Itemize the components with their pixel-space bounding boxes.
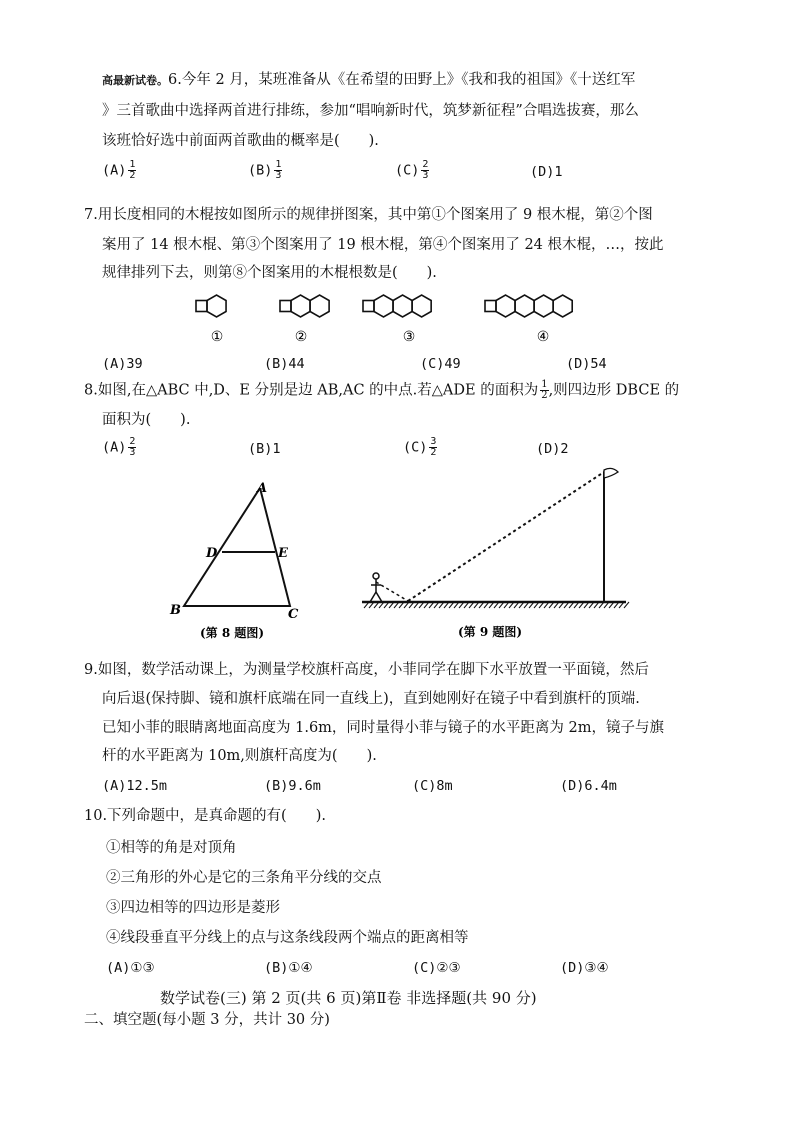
q8-option-a-label: (A) — [102, 439, 127, 456]
q7-square-2 — [280, 301, 291, 312]
q8-triangle-abc — [184, 488, 290, 606]
q6-prefix: 高最新试卷。 — [102, 74, 168, 87]
q7-line3: 规律排列下去，则第⑧个图案用的木棍根数是( ). — [102, 265, 437, 281]
q6-option-a-label: (A) — [102, 162, 127, 179]
q7-hexagon-4-2 — [515, 295, 534, 317]
q10-line1: 10.下列命题中，是真命题的有( ). — [84, 808, 326, 824]
q6-option-a-num: 1 — [129, 159, 136, 170]
q8-option-a-den: 3 — [129, 447, 136, 458]
q7-hexagon-4-4 — [553, 295, 572, 317]
q7-hexagon-4-1 — [496, 295, 515, 317]
q10-item-3: ③四边相等的四边形是菱形 — [106, 900, 280, 916]
q6-option-b[interactable] — [248, 160, 282, 181]
q8-triangle-figure — [160, 478, 310, 648]
q6-line1-text: 6.今年 2 月，某班准备从《在希望的田野上》《我和我的祖国》《十送红军 — [168, 72, 636, 88]
q8-line2: 面积为( ). — [102, 412, 191, 428]
q7-option-a[interactable]: (A)39 — [102, 356, 143, 372]
q6-line3: 该班恰好选中前面两首歌曲的概率是( ). — [102, 133, 379, 149]
q7-hexagon-2-2 — [310, 295, 329, 317]
q8-option-c-fraction — [429, 437, 437, 458]
q6-option-c-num: 2 — [422, 159, 429, 170]
q8-label-d: D — [206, 546, 218, 561]
q7-square-1 — [196, 301, 207, 312]
q9-line1: 9.如图，数学活动课上，为测量学校旗杆高度，小菲同学在脚下水平放置一平面镜，然后 — [84, 662, 649, 678]
q7-option-b[interactable]: (B)44 — [264, 356, 305, 372]
q9-line2: 向后退(保持脚、镜和旗杆底端在同一直线上)，直到她刚好在镜子中看到旗杆的顶端. — [102, 691, 640, 707]
q9-line4: 杆的水平距离为 10m,则旗杆高度为( ). — [102, 748, 377, 764]
q6-option-b-label: (B) — [248, 162, 273, 179]
q7-hexagon-4-3 — [534, 295, 553, 317]
q9-figure-caption: (第 9 题图) — [458, 625, 523, 639]
q9-option-c[interactable]: (C)8m — [412, 778, 453, 794]
q8-option-b[interactable]: (B)1 — [248, 441, 281, 457]
q10-option-b[interactable]: (B)①④ — [264, 960, 313, 976]
q8-line1 — [84, 380, 679, 401]
q8-area-den: 2 — [541, 390, 548, 401]
q9-flagpole-figure — [360, 462, 630, 648]
q9-option-a[interactable]: (A)12.5m — [102, 778, 168, 794]
q8-figure-caption: (第 8 题图) — [200, 626, 265, 640]
q8-label-c: C — [288, 607, 299, 622]
q7-figure-label-3: ③ — [402, 329, 416, 345]
q10-item-4: ④线段垂直平分线上的点与这条线段两个端点的距离相等 — [106, 930, 469, 946]
q8-option-d[interactable]: (D)2 — [536, 441, 569, 457]
q8-label-b: B — [170, 603, 181, 618]
q6-option-b-fraction — [274, 160, 282, 181]
q9-line3: 已知小菲的眼睛离地面高度为 1.6m，同时量得小菲与镜子的水平距离为 2m，镜子与旗 — [102, 720, 664, 736]
q7-option-d[interactable]: (D)54 — [566, 356, 607, 372]
page-footer: 数学试卷(三) 第 2 页(共 6 页)第Ⅱ卷 非选择题(共 90 分) — [160, 989, 537, 1007]
q7-square-3 — [363, 301, 374, 312]
q10-option-c[interactable]: (C)②③ — [412, 960, 461, 976]
q8-option-c-den: 2 — [430, 447, 437, 458]
q10-item-1: ①相等的角是对顶角 — [106, 840, 237, 856]
q8-line1-b: ,则四边形 DBCE 的 — [548, 382, 680, 399]
q8-line1-a: 8.如图,在△ABC 中,D、E 分别是边 AB,AC 的中点.若△ADE 的面积为 — [84, 382, 539, 399]
q7-option-c[interactable]: (C)49 — [420, 356, 461, 372]
q8-option-c-label: (C) — [403, 439, 428, 456]
q10-option-d[interactable]: (D)③④ — [560, 960, 609, 976]
q7-hexagon-3-3 — [412, 295, 431, 317]
q9-option-d[interactable]: (D)6.4m — [560, 778, 617, 794]
q9-person — [370, 573, 382, 602]
q7-hexagon-1-1 — [207, 295, 226, 317]
q7-hexagon-3-2 — [393, 295, 412, 317]
q8-label-a: A — [257, 481, 268, 496]
q6-option-b-num: 1 — [275, 159, 282, 170]
q6-option-a-fraction — [128, 160, 136, 181]
q7-line1: 7.用长度相同的木棍按如图所示的规律拼图案，其中第①个图案用了 9 根木棍，第②个图 — [84, 207, 653, 223]
q8-option-a[interactable] — [102, 437, 136, 458]
q6-line2: 》三首歌曲中选择两首进行排练，参加“唱响新时代，筑梦新征程”合唱选拔赛，那么 — [102, 103, 639, 119]
q8-option-a-num: 2 — [129, 436, 136, 447]
q7-figure-label-4: ④ — [536, 329, 550, 345]
q8-option-a-fraction — [128, 437, 136, 458]
q9-option-b[interactable]: (B)9.6m — [264, 778, 321, 794]
q6-option-c-den: 3 — [422, 170, 429, 181]
q8-area-num: 1 — [541, 379, 548, 390]
q6-line1 — [102, 70, 635, 91]
q6-option-c-label: (C) — [395, 162, 420, 179]
q7-figure-label-1: ① — [210, 329, 224, 345]
q6-option-a[interactable] — [102, 160, 136, 181]
q8-option-c-num: 3 — [430, 436, 437, 447]
q7-pattern-shapes — [196, 295, 572, 317]
q6-option-a-den: 2 — [129, 170, 136, 181]
q8-label-e: E — [278, 546, 288, 561]
q9-flag — [604, 468, 618, 478]
q9-light-path-flag — [408, 472, 604, 601]
q8-area-fraction — [540, 380, 548, 401]
q7-hexagon-3-1 — [374, 295, 393, 317]
q7-figure-label-2: ② — [294, 329, 308, 345]
q10-item-2: ②三角形的外心是它的三条角平分线的交点 — [106, 870, 382, 886]
q7-square-4 — [485, 301, 496, 312]
q7-pattern-figure — [180, 286, 600, 346]
q6-option-c[interactable] — [395, 160, 429, 181]
q10-option-a[interactable]: (A)①③ — [106, 960, 155, 976]
q6-option-d[interactable]: (D)1 — [530, 164, 563, 180]
q8-option-c[interactable] — [403, 437, 437, 458]
q7-hexagon-2-1 — [291, 295, 310, 317]
section-heading-fill-in: 二、填空题(每小题 3 分，共计 30 分) — [84, 1012, 330, 1028]
q7-line2: 案用了 14 根木棍、第③个图案用了 19 根木棍，第④个图案用了 24 根木棍，…，按此 — [102, 237, 664, 253]
q6-option-c-fraction — [421, 160, 429, 181]
q6-option-b-den: 3 — [275, 170, 282, 181]
